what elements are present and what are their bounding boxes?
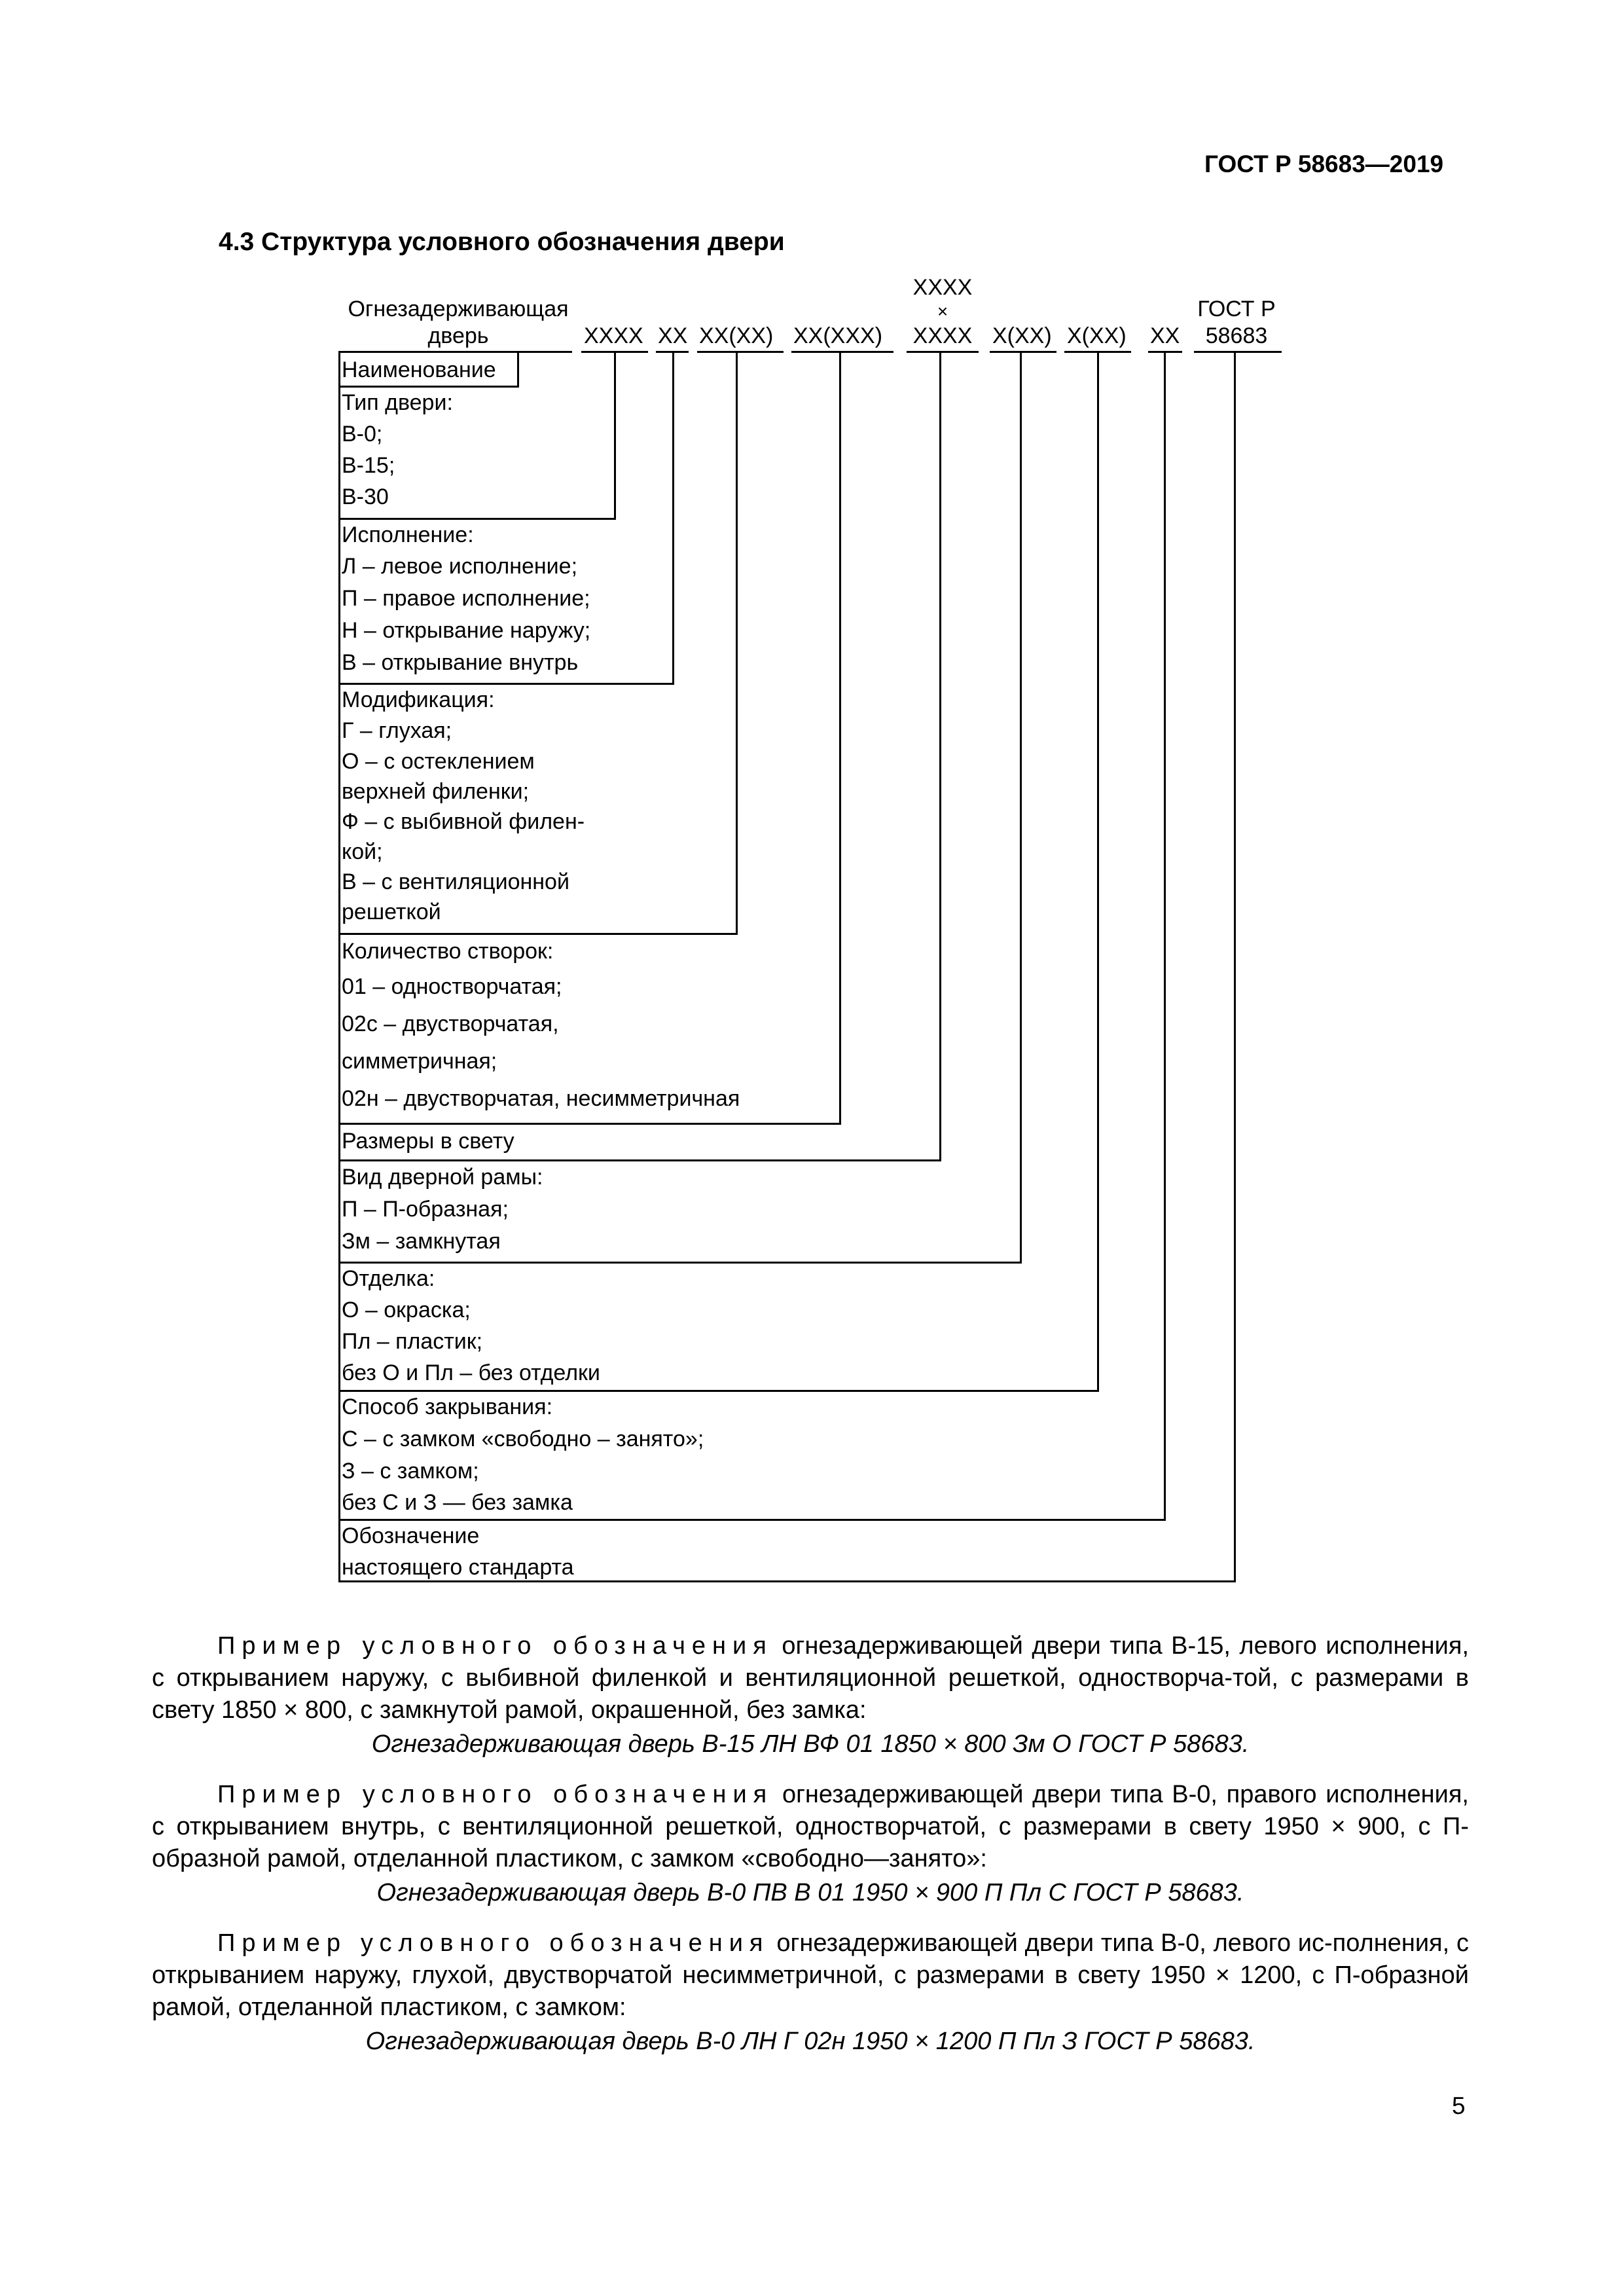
- code-standard-line-2: 58683: [1205, 323, 1268, 348]
- block-line: Модификация:: [342, 687, 495, 712]
- block-line: без С и З — без замка: [342, 1490, 573, 1515]
- example-text: огнезадерживающей двери типа В-0, правого исполнения, с открыванием внутрь, с вентиляционной решеткой, одностворчатой, с размерами в свету 1950 × 900, с П-образной рамой, отделанной пластиком, с замком «свободно—занято»:: [152, 1781, 1469, 1872]
- block-line: Количество створок:: [342, 939, 554, 964]
- separator-name: [338, 386, 519, 388]
- separator-leaves: [338, 1123, 841, 1125]
- block-line: Зм – замкнутая: [342, 1229, 501, 1254]
- code-leaves-underline: [791, 351, 893, 353]
- code-standard-line-1: ГОСТ Р: [1197, 297, 1276, 321]
- code-standard-underline: [1194, 351, 1282, 353]
- block-line: верхней филенки;: [342, 779, 530, 804]
- block-line: Отделка:: [342, 1266, 435, 1291]
- code-size-underline: [907, 351, 979, 353]
- separator-modification: [338, 933, 738, 935]
- scheme-left-rule: [338, 351, 340, 1582]
- example-lead: Пример условного обозначения: [217, 1632, 773, 1660]
- block-line: В – открывание внутрь: [342, 650, 579, 675]
- code-size-width: XXXX: [912, 323, 973, 348]
- block-line: без О и Пл – без отделки: [342, 1360, 600, 1385]
- connector-leaves: [839, 351, 841, 1125]
- example-text: огнезадерживающей двери типа В-0, левого ис-полнения, с открыванием наружу, глухой, двустворчатой несимметричной, с размерами в свету 1950 × 1200, с П-образной рамой, отделанной пластиком, с замком:: [152, 1929, 1469, 2021]
- block-line: 01 – одностворчатая;: [342, 974, 562, 999]
- block-line: Ф – с выбивной филен-: [342, 809, 585, 834]
- block-line: Пл – пластик;: [342, 1329, 483, 1354]
- block-line: В-15;: [342, 453, 395, 478]
- code-finish: X(XX): [1067, 323, 1127, 348]
- block-line: кой;: [342, 839, 383, 864]
- connector-execution: [672, 351, 674, 685]
- block-line: Исполнение:: [342, 522, 474, 547]
- code-frame-underline: [990, 351, 1056, 353]
- block-line: С – с замком «свободно – занято»;: [342, 1427, 704, 1451]
- connector-closing: [1164, 351, 1166, 1521]
- example-text: огнезадерживающей двери типа В-15, левого исполнения, с открыванием наружу, с выбивной филенкой и вентиляционной решеткой, одностворча-той, с размерами в свету 1850 × 800, с замкнутой рамой, окрашенной, без замка:: [152, 1632, 1470, 1724]
- document-header: ГОСТ Р 58683—2019: [1204, 151, 1444, 177]
- separator-size: [338, 1159, 941, 1161]
- code-frame: X(XX): [992, 323, 1052, 348]
- example-designation: Огнезадерживающая дверь В-0 ЛН Г 02н 1950 × 1200 П Пл З ГОСТ Р 58683.: [365, 2028, 1255, 2055]
- code-size-height: XXXX: [912, 275, 973, 300]
- block-line: решеткой: [342, 900, 441, 924]
- connector-type: [614, 351, 616, 520]
- example-designation: Огнезадерживающая дверь В-0 ПВ В 01 1950 × 900 П Пл С ГОСТ Р 58683.: [376, 1879, 1244, 1906]
- block-name: Наименование: [342, 357, 496, 382]
- separator-name-right: [517, 351, 519, 388]
- scheme-name-line-1: Огнезадерживающая: [348, 297, 569, 321]
- connector-finish: [1097, 351, 1099, 1392]
- block-line: З – с замком;: [342, 1459, 479, 1484]
- code-size-times: ×: [937, 301, 948, 321]
- scheme-name-underline: [340, 351, 572, 353]
- separator-execution: [338, 683, 674, 685]
- example-lead: Пример условного обозначения: [217, 1929, 770, 1957]
- example-paragraph: [152, 1927, 1469, 2024]
- block-line: Г – глухая;: [342, 718, 452, 743]
- code-closing: XX: [1150, 323, 1180, 348]
- block-line: Вид дверной рамы:: [342, 1165, 543, 1190]
- example-paragraph: [152, 1630, 1469, 1726]
- block-line: Н – открывание наружу;: [342, 618, 591, 643]
- block-line: П – П-образная;: [342, 1197, 509, 1222]
- code-execution: XX: [658, 323, 688, 348]
- block-line: 02н – двустворчатая, несимметричная: [342, 1086, 740, 1111]
- block-line: В-0;: [342, 422, 383, 446]
- scheme-name-line-2: дверь: [427, 323, 489, 348]
- connector-frame: [1020, 351, 1022, 1264]
- block-line: 02с – двустворчатая,: [342, 1011, 559, 1036]
- separator-closing: [338, 1519, 1166, 1521]
- page-number: 5: [1452, 2092, 1466, 2119]
- block-line: О – с остеклением: [342, 749, 535, 774]
- connector-standard: [1234, 351, 1236, 1582]
- block-line: Л – левое исполнение;: [342, 554, 578, 579]
- block-line: Обозначение: [342, 1523, 480, 1548]
- separator-frame: [338, 1262, 1022, 1264]
- code-leaves: XX(XXX): [793, 323, 883, 348]
- example-paragraph: [152, 1779, 1469, 1875]
- block-line: П – правое исполнение;: [342, 586, 590, 611]
- block-line: симметричная;: [342, 1049, 497, 1074]
- code-modification: XX(XX): [699, 323, 774, 348]
- block-line: Тип двери:: [342, 390, 453, 415]
- separator-finish: [338, 1390, 1099, 1392]
- code-type: XXXX: [584, 323, 643, 348]
- separator-type: [338, 518, 616, 520]
- example-lead: Пример условного обозначения: [217, 1781, 774, 1808]
- example-designation: Огнезадерживающая дверь В-15 ЛН ВФ 01 1850 × 800 Зм О ГОСТ Р 58683.: [371, 1730, 1250, 1758]
- code-modification-underline: [697, 351, 784, 353]
- block-line: О – окраска;: [342, 1298, 471, 1322]
- connector-size: [939, 351, 941, 1161]
- block-size: Размеры в свету: [342, 1129, 514, 1154]
- separator-standard: [338, 1580, 1236, 1582]
- block-line: настоящего стандарта: [342, 1555, 574, 1580]
- section-title: 4.3 Структура условного обозначения двери: [219, 228, 785, 256]
- block-line: Способ закрывания:: [342, 1394, 553, 1419]
- block-line: В – с вентиляционной: [342, 869, 569, 894]
- connector-modification: [736, 351, 738, 935]
- block-line: В-30: [342, 484, 389, 509]
